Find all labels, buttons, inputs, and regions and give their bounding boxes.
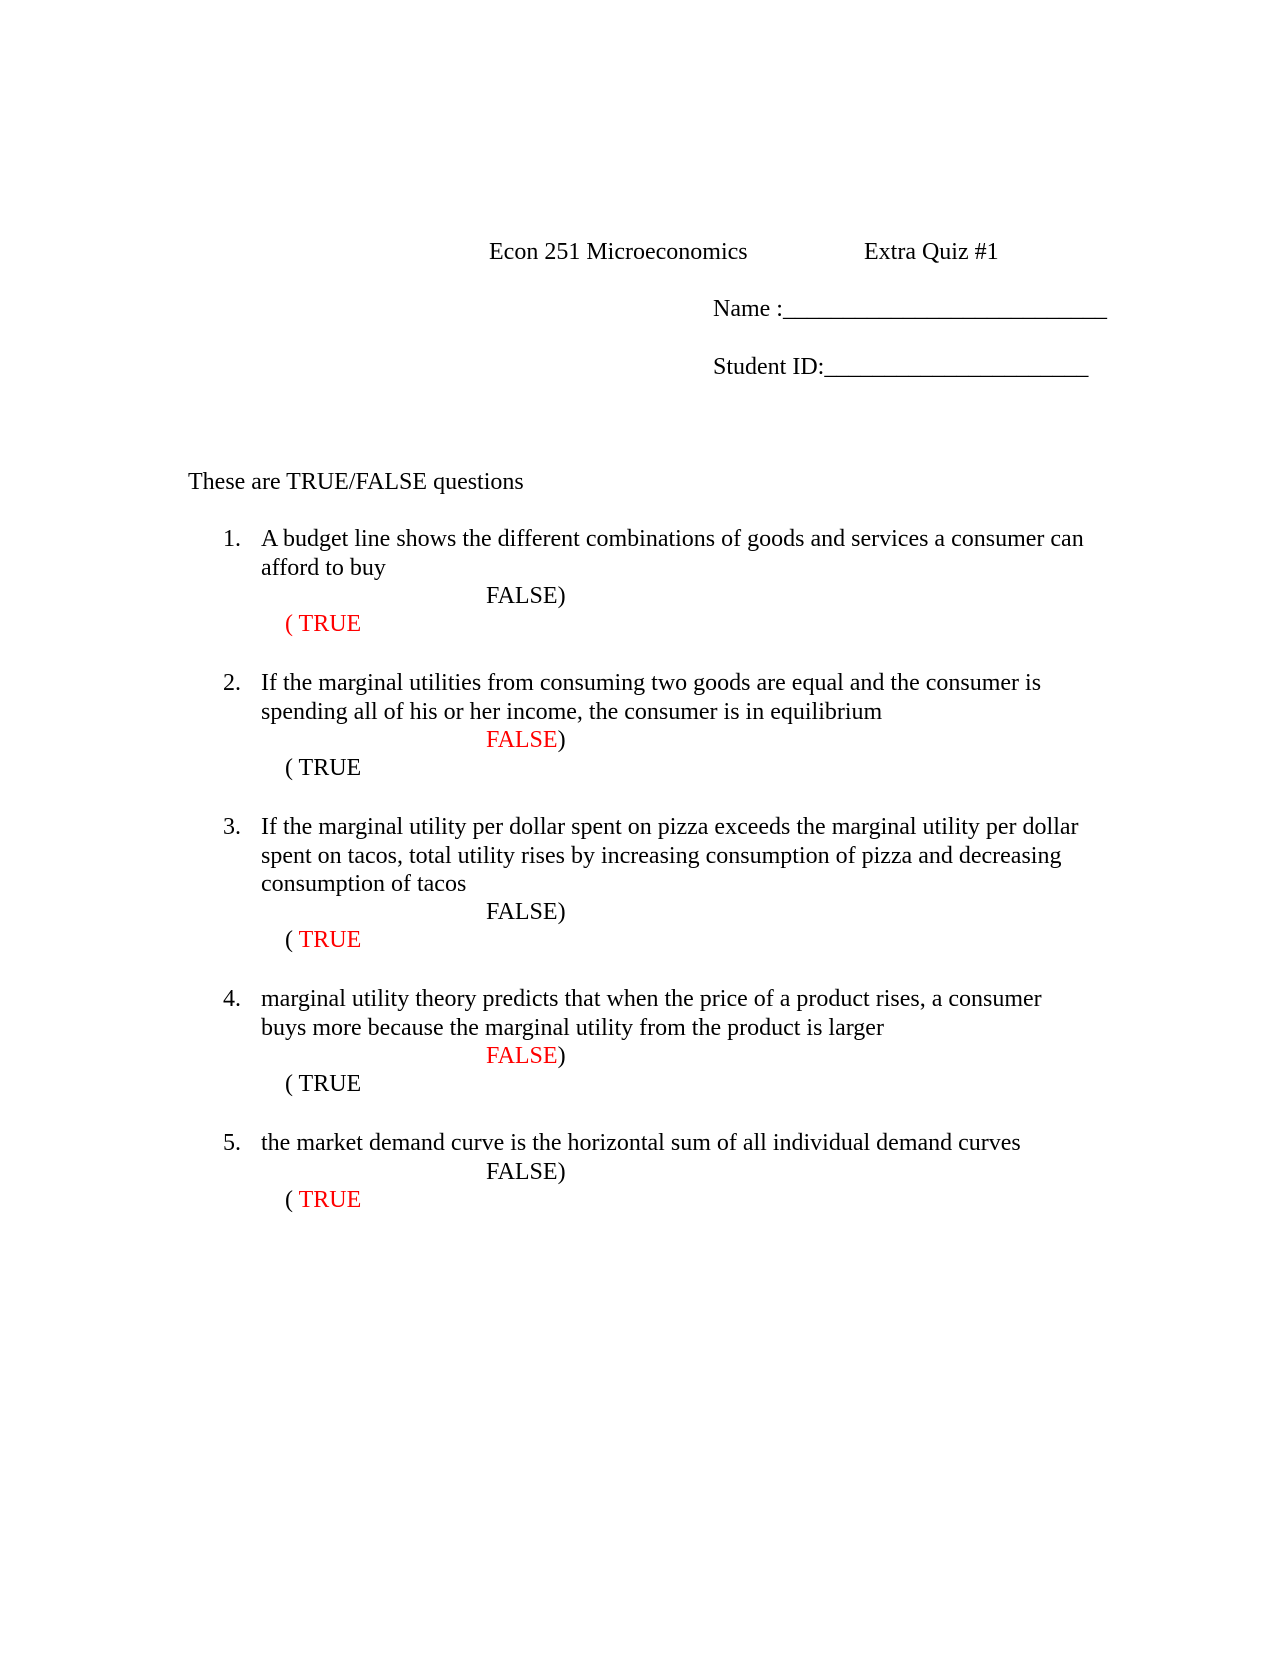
- answer-choices: [261, 1158, 566, 1242]
- answer-choices: [261, 582, 566, 666]
- true-word: TRUE: [298, 927, 362, 953]
- answer-choices: [261, 898, 566, 982]
- course-title: Econ 251 Microeconomics: [489, 239, 748, 265]
- question-text: A budget line shows the different combinations of goods and services a consumer can afford to buy: [261, 526, 1084, 581]
- true-word: TRUE: [298, 1187, 362, 1213]
- true-option[interactable]: ( TRUE: [285, 1071, 362, 1097]
- question-number: 4.: [223, 986, 241, 1012]
- answer-choices: [261, 726, 566, 810]
- question-text: If the marginal utilities from consuming two goods are equal and the consumer is spending all of his or her income, the consumer is in equilibrium: [261, 670, 1042, 725]
- name-field[interactable]: Name :___________________________: [713, 296, 1107, 322]
- instructions: These are TRUE/FALSE questions: [188, 469, 524, 495]
- false-word: FALSE: [486, 727, 558, 753]
- false-option[interactable]: FALSE): [486, 583, 566, 609]
- answer-choices: [261, 1042, 566, 1126]
- true-option[interactable]: ( TRUE: [285, 611, 362, 637]
- false-option[interactable]: [486, 1042, 566, 1070]
- true-option[interactable]: ( TRUE: [285, 755, 362, 781]
- question-text: the market demand curve is the horizontal sum of all individual demand curves: [261, 1130, 1021, 1156]
- question-number: 1.: [223, 526, 241, 552]
- question-number: 2.: [223, 670, 241, 696]
- open-paren: (: [285, 927, 299, 953]
- false-word: FALSE: [486, 1043, 558, 1069]
- open-paren: (: [285, 1187, 299, 1213]
- true-option[interactable]: [285, 1187, 361, 1213]
- false-option[interactable]: FALSE): [486, 1159, 566, 1185]
- false-option[interactable]: FALSE): [486, 899, 566, 925]
- close-paren: ): [557, 1043, 566, 1069]
- true-option[interactable]: [285, 927, 361, 953]
- student-id-field[interactable]: Student ID:______________________: [713, 354, 1089, 380]
- false-option[interactable]: [486, 726, 566, 754]
- question-number: 3.: [223, 814, 241, 840]
- question-text: marginal utility theory predicts that when the price of a product rises, a consumer buys more because the marginal utility from the product is larger: [261, 986, 1042, 1041]
- close-paren: ): [557, 727, 566, 753]
- question-text: If the marginal utility per dollar spent on pizza exceeds the marginal utility per dollar spent on tacos, total utility rises by increasing consumption of pizza and decreasing consumption of tacos: [261, 814, 1079, 897]
- quiz-title: Extra Quiz #1: [864, 239, 999, 265]
- question-number: 5.: [223, 1130, 241, 1156]
